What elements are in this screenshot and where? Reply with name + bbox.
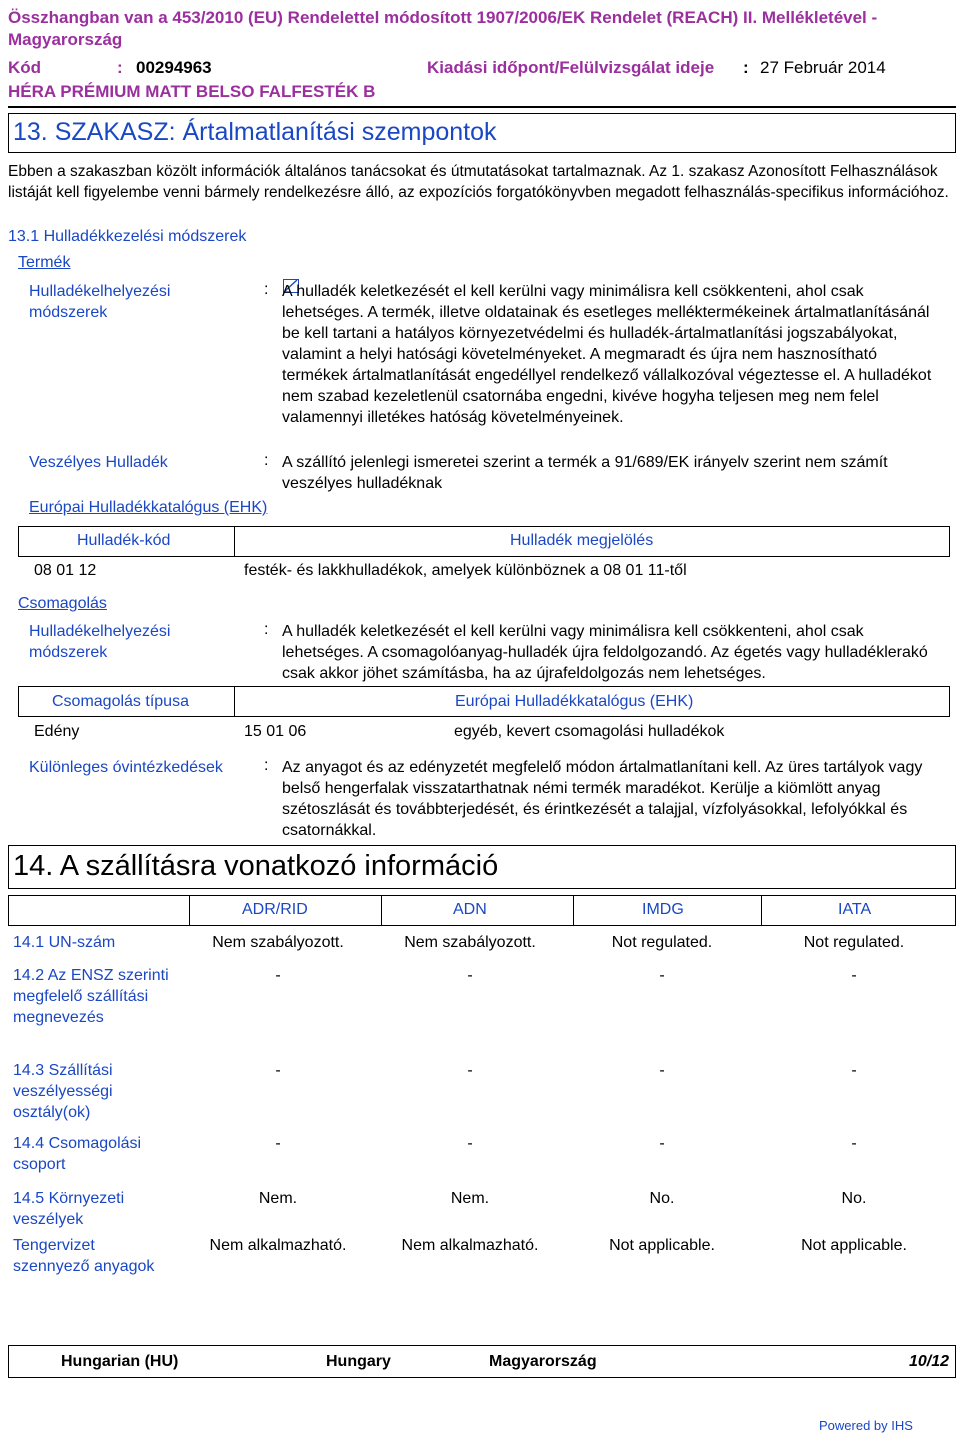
footer-country: Hungary (326, 1353, 391, 1370)
col-imdg: IMDG (642, 901, 684, 918)
ewc-heading: Európai Hulladékkatalógus (EHK) (29, 499, 268, 516)
transport-cell: Nem. (450, 1190, 490, 1207)
pack-row-desc: egyéb, kevert csomagolási hulladékok (454, 723, 725, 740)
transport-cell: - (275, 1135, 281, 1152)
pack-disposal-colon: : (264, 621, 269, 638)
transport-row-label: 14.2 Az ENSZ szerinti megfelelő szállítási megnevezés (13, 967, 169, 1026)
transport-cell: - (275, 967, 281, 984)
ewc-col-code: Hulladék-kód (77, 532, 171, 549)
col-adn: ADN (453, 901, 487, 918)
transport-cell: - (851, 1135, 857, 1152)
pack-disposal-label: Hulladékelhelyezési módszerek (29, 623, 171, 661)
section-14-title: 14. A szállításra vonatkozó információ (13, 850, 499, 882)
hazardous-waste-text: A szállító jelenlegi ismeretei szerint a termék a 91/689/EK irányelv szerint nem számít veszélyes hulladéknak (282, 454, 888, 492)
disposal-colon: : (264, 281, 269, 298)
transport-cell: - (851, 1062, 857, 1079)
packaging-table-header (18, 686, 950, 717)
transport-table-header (8, 895, 956, 926)
transport-cell: - (659, 1135, 665, 1152)
transport-cell: Nem alkalmazható. (401, 1237, 539, 1254)
transport-row-label: Tengervizet szennyező anyagok (13, 1237, 155, 1275)
date-value: 27 Február 2014 (760, 58, 886, 77)
section-13-intro: Ebben a szakaszban közölt információk általános tanácsokat és útmutatásokat tartalmaznak. Az 1. szakasz Azonosított Felhasználások listáját kell figyelembe venni bármely rendelkezésre álló, az expozíciós forgatókönyvben megadott felhasználás-specifikus információhoz. (8, 163, 949, 201)
packaging-heading: Csomagolás (18, 595, 107, 612)
special-colon: : (264, 757, 269, 774)
transport-row-label: 14.3 Szállítási veszélyességi osztály(ok) (13, 1062, 113, 1121)
ewc-col-desc: Hulladék megjelölés (510, 532, 654, 549)
disposal-methods-text: A hulladék keletkezését el kell kerülni vagy minimálisra kell csökkenteni, ahol csak lehetséges. A termék, illetve oldatainak és esetleges melléktermékeinek ártalmatlanításánál be kell tartani a hatályos környezetvédelmi és hulladék-ártalmatlanítási jogszabályokat, valamint a helyi hatósági követelményeket. A megmaradt és újra nem hasznosítható termékek ártalmatlanítását engedéllyel rendelkező vállalkozóval végeztesse el. A hulladékot nem szabad kezeletlenül csatornába engedni, kivéve hogyha teljesen meg nem felel valamennyi illetékes hatóság követelményeinek. (282, 283, 932, 426)
code-label: Kód (8, 58, 42, 77)
ewc-table-header (18, 526, 950, 557)
footer-country-local: Magyarország (489, 1353, 597, 1370)
transport-cell: - (467, 967, 473, 984)
col-adr-rid: ADR/RID (242, 901, 308, 918)
ewc-row-code: 08 01 12 (34, 562, 97, 579)
pack-col-ewc: Európai Hulladékkatalógus (EHK) (455, 693, 694, 710)
pack-disposal-text: A hulladék keletkezését el kell kerülni vagy minimálisra kell csökkenteni, ahol csak lehetséges. A csomagolóanyag-hulladék újra feldolgozandó. Az égetés vagy hulladéklerakó csak akkor jöhet számításba, ha az újrafeldolgozás nem lehetséges. (282, 623, 928, 682)
document-header-title: Összhangban van a 453/2010 (EU) Rendelettel módosított 1907/2006/EK Rendelet (REACH) II. Mellékletével - Magyarország (8, 8, 878, 49)
transport-cell: Not regulated. (803, 934, 905, 951)
date-colon: : (743, 58, 749, 77)
transport-cell: - (851, 967, 857, 984)
transport-cell: - (467, 1062, 473, 1079)
disposal-methods-label: Hulladékelhelyezési módszerek (29, 283, 171, 321)
footer-language: Hungarian (HU) (61, 1353, 179, 1370)
special-precautions-label: Különleges óvintézkedések (29, 759, 223, 776)
transport-cell: - (467, 1135, 473, 1152)
transport-cell: No. (649, 1190, 675, 1207)
transport-cell: No. (841, 1190, 867, 1207)
transport-cell: Not regulated. (611, 934, 713, 951)
transport-row-label: 14.1 UN-szám (13, 934, 116, 951)
date-label: Kiadási időpont/Felülvizsgálat ideje (427, 58, 715, 77)
product-name: HÉRA PRÉMIUM MATT BELSO FALFESTÉK B (8, 82, 376, 101)
code-value: 00294963 (136, 58, 212, 77)
powered-by-watermark: Powered by IHS (819, 1418, 913, 1433)
footer-page-number: 10/12 (908, 1353, 949, 1370)
code-colon: : (117, 58, 123, 77)
hazardous-waste-label: Veszélyes Hulladék (29, 454, 168, 471)
product-heading: Termék (18, 254, 71, 271)
transport-row-label: 14.4 Csomagolási csoport (13, 1135, 142, 1173)
transport-cell: - (659, 967, 665, 984)
transport-cell: - (659, 1062, 665, 1079)
transport-cell: Not applicable. (609, 1237, 715, 1254)
ewc-row-desc: festék- és lakkhulladékok, amelyek különböznek a 08 01 11-től (244, 562, 687, 579)
hazardous-colon: : (264, 452, 269, 469)
subsection-13-1-title: 13.1 Hulladékkezelési módszerek (8, 228, 247, 245)
pack-row-type: Edény (34, 723, 80, 740)
transport-cell: Not applicable. (801, 1237, 907, 1254)
section-14-heading-box (8, 845, 956, 889)
transport-cell: Nem szabályozott. (212, 934, 344, 951)
transport-cell: Nem szabályozott. (404, 934, 536, 951)
section-13-heading-box (8, 113, 956, 153)
pack-row-code: 15 01 06 (244, 723, 307, 740)
pack-col-type: Csomagolás típusa (52, 693, 189, 710)
header-divider (8, 106, 956, 108)
transport-cell: Nem alkalmazható. (209, 1237, 347, 1254)
col-iata: IATA (838, 901, 872, 918)
footer-box (8, 1345, 956, 1378)
transport-cell: - (275, 1062, 281, 1079)
special-precautions-text: Az anyagot és az edényzetét megfelelő módon ártalmatlanítani kell. Az üres tartályok vagy belső hengerfalak visszatarthatnak némi termék maradékot. Kerülje a kiömlött anyag szétoszlását és továbbterjedését, és érintkezését a talajjal, vízfolyásokkal, lefolyókkal és csatornákkal. (282, 759, 923, 839)
section-13-title: 13. SZAKASZ: Ártalmatlanítási szempontok (13, 118, 497, 146)
transport-row-label: 14.5 Környezeti veszélyek (13, 1190, 125, 1228)
transport-cell: Nem. (258, 1190, 298, 1207)
